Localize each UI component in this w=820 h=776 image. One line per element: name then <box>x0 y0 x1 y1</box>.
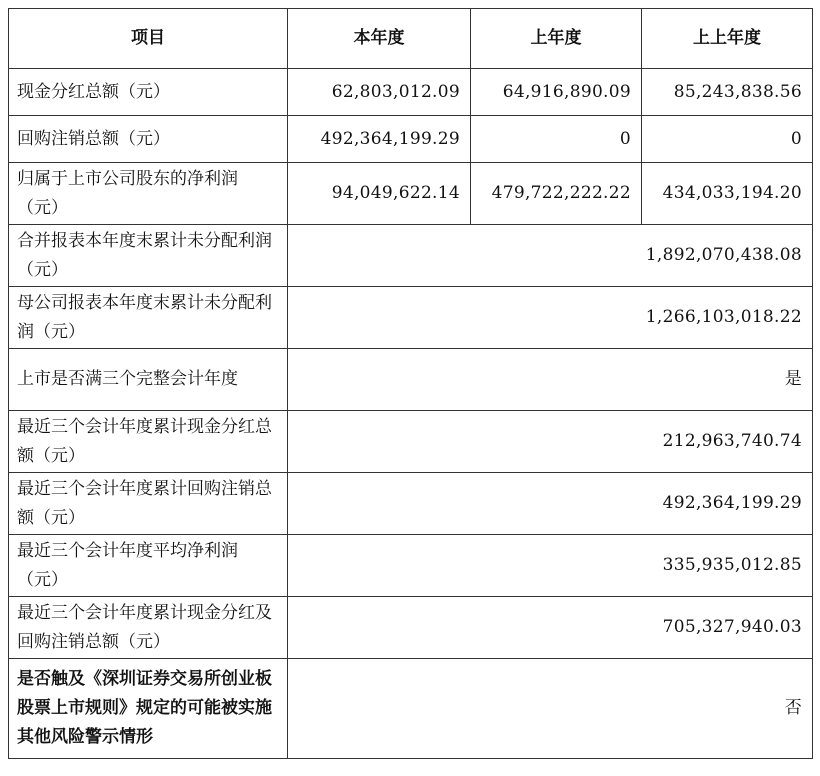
row-label: 归属于上市公司股东的净利润（元） <box>9 163 288 225</box>
table-row <box>9 349 813 411</box>
table-row <box>9 116 813 163</box>
table-row <box>9 225 813 287</box>
row-label: 母公司报表本年度末累计未分配利润（元） <box>9 287 288 349</box>
header-current-year: 本年度 <box>288 9 471 69</box>
row-label: 最近三个会计年度累计现金分红及回购注销总额（元） <box>9 597 288 659</box>
row-value: 1,892,070,438.08 <box>288 225 813 287</box>
cell-current-year: 62,803,012.09 <box>288 69 471 116</box>
header-item: 项目 <box>9 9 288 69</box>
cell-last-year: 0 <box>471 116 642 163</box>
table-row <box>9 163 813 225</box>
row-value: 1,266,103,018.22 <box>288 287 813 349</box>
cell-current-year: 94,049,622.14 <box>288 163 471 225</box>
row-value: 492,364,199.29 <box>288 473 813 535</box>
table-row <box>9 473 813 535</box>
table-row <box>9 535 813 597</box>
row-label: 最近三个会计年度累计回购注销总额（元） <box>9 473 288 535</box>
row-label: 上市是否满三个完整会计年度 <box>9 349 288 411</box>
row-label: 回购注销总额（元） <box>9 116 288 163</box>
cell-year-before-last: 434,033,194.20 <box>642 163 813 225</box>
header-row <box>9 9 813 69</box>
row-label: 是否触及《深圳证券交易所创业板股票上市规则》规定的可能被实施其他风险警示情形 <box>9 659 288 759</box>
header-year-before-last: 上上年度 <box>642 9 813 69</box>
header-last-year: 上年度 <box>471 9 642 69</box>
row-value: 否 <box>288 659 813 759</box>
row-label: 合并报表本年度末累计未分配利润（元） <box>9 225 288 287</box>
table-row <box>9 411 813 473</box>
row-label: 最近三个会计年度平均净利润（元） <box>9 535 288 597</box>
row-value: 是 <box>288 349 813 411</box>
row-value: 335,935,012.85 <box>288 535 813 597</box>
row-value: 212,963,740.74 <box>288 411 813 473</box>
row-label: 现金分红总额（元） <box>9 69 288 116</box>
table-row <box>9 287 813 349</box>
table-row <box>9 69 813 116</box>
cell-current-year: 492,364,199.29 <box>288 116 471 163</box>
table-row <box>9 659 813 759</box>
table-row <box>9 597 813 659</box>
cell-year-before-last: 85,243,838.56 <box>642 69 813 116</box>
row-value: 705,327,940.03 <box>288 597 813 659</box>
cell-year-before-last: 0 <box>642 116 813 163</box>
cell-last-year: 64,916,890.09 <box>471 69 642 116</box>
cell-last-year: 479,722,222.22 <box>471 163 642 225</box>
row-label: 最近三个会计年度累计现金分红总额（元） <box>9 411 288 473</box>
dividend-table <box>8 8 813 759</box>
